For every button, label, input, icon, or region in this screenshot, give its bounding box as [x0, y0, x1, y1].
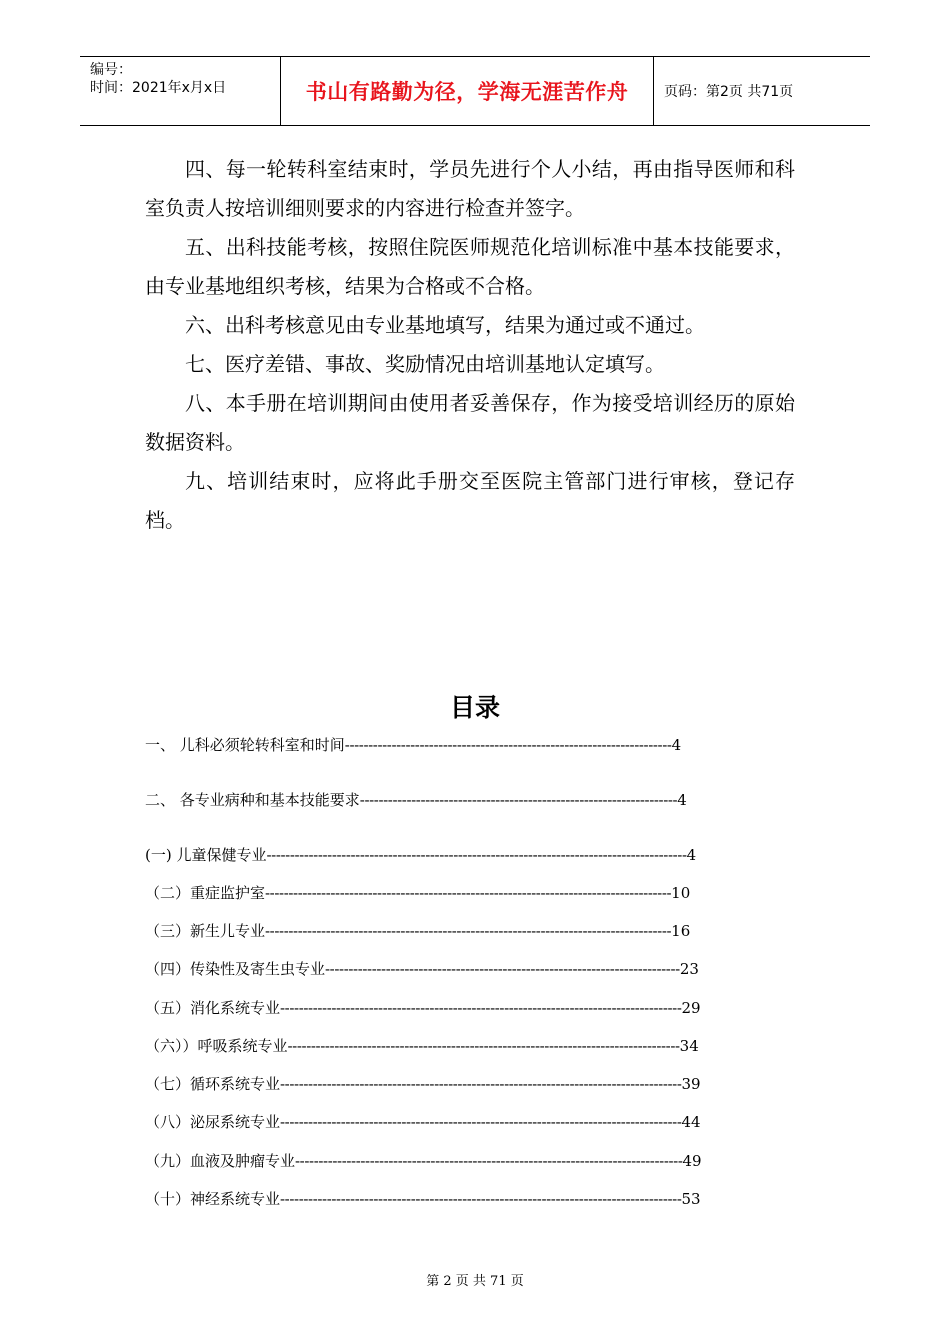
paragraph: 六、出科考核意见由专业基地填写，结果为通过或不通过。: [185, 313, 705, 337]
toc-leader: ------------------------------------------------------------------------------------: [287, 1037, 680, 1055]
toc-entry-label: （二）重症监护室: [145, 884, 266, 902]
toc-entry-page: 34: [679, 1037, 699, 1055]
toc-entry-label: (一) 儿童保健专业: [145, 846, 267, 864]
toc-entry-page: 10: [671, 884, 691, 902]
toc-entry[interactable]: [145, 921, 693, 941]
toc-entry-label: （五）消化系统专业: [145, 999, 281, 1017]
toc-entry[interactable]: [145, 1074, 705, 1094]
paragraph: 四、每一轮转科室结束时，学员先进行个人小结，再由指导医师和科室负责人按培训细则要求的内容进行检查并签字。: [145, 157, 795, 220]
toc-entry-page: 4: [671, 736, 682, 754]
toc-entry-page: 44: [681, 1113, 701, 1131]
toc-entry[interactable]: [145, 845, 700, 865]
toc-entry-label: （九）血液及肿瘤专业: [145, 1152, 296, 1170]
toc-entry-page: 39: [681, 1075, 701, 1093]
toc-entry[interactable]: [145, 1151, 705, 1171]
toc-entry[interactable]: [145, 998, 705, 1018]
header-page-info: 页码：第2页 共71页: [664, 84, 794, 100]
toc-entry-page: 49: [682, 1152, 702, 1170]
paragraph: 八、本手册在培训期间由使用者妥善保存，作为接受培训经历的原始数据资料。: [145, 391, 795, 454]
toc-entry-label: 二、 各专业病种和基本技能要求: [145, 791, 360, 809]
toc-entry-page: 23: [679, 960, 699, 978]
toc-entry-page: 53: [681, 1190, 701, 1208]
toc-leader: ----------------------------------------------------------------------------: [325, 960, 680, 978]
toc-entry[interactable]: [145, 1189, 705, 1209]
paragraph: 七、医疗差错、事故、奖励情况由培训基地认定填写。: [185, 352, 665, 376]
toc-entry-label: （七）循环系统专业: [145, 1075, 281, 1093]
toc-entry[interactable]: [145, 1036, 705, 1056]
toc-leader: --------------------------------------------------------------------------------------: [280, 1075, 682, 1093]
toc-entry[interactable]: [145, 1112, 705, 1132]
toc-leader: --------------------------------------------------------------------------------------: [280, 999, 682, 1017]
toc-entry-page: 29: [681, 999, 701, 1017]
paragraph: 五、出科技能考核，按照住院医师规范化培训标准中基本技能要求，由专业基地组织考核，结果为合格或不合格。: [145, 235, 795, 298]
toc-entry[interactable]: [145, 735, 685, 755]
page-header: [80, 56, 870, 126]
toc-leader: --------------------------------------------------------------------------------------: [280, 1190, 682, 1208]
toc-entry-page: 4: [677, 791, 687, 809]
page-footer: 第 2 页 共 71 页: [426, 1274, 524, 1289]
toc-leader: --------------------------------------------------------------------------------------: [280, 1113, 682, 1131]
toc-entry-label: （十）神经系统专业: [145, 1190, 281, 1208]
toc-entry[interactable]: [145, 959, 705, 979]
toc-entry-page: 16: [671, 922, 691, 940]
toc-leader: ----------------------------------------------------------------------: [344, 736, 672, 754]
header-meta-cell: [80, 57, 281, 125]
toc-entry-label: （三）新生儿专业: [145, 922, 266, 940]
toc-leader: -----------------------------------------------------------------------------------: [295, 1152, 683, 1170]
document-number-label: 编号：: [90, 62, 132, 78]
header-motto: 书山有路勤为径，学海无涯苦作舟: [281, 57, 654, 125]
toc-entry-label: （八）泌尿系统专业: [145, 1113, 281, 1131]
instructions-text: [145, 150, 795, 540]
toc-leader: ------------------------------------------------------------------------------------------: [266, 846, 687, 864]
toc-entry[interactable]: [145, 790, 690, 810]
toc-leader: ---------------------------------------------------------------------------------------: [265, 922, 672, 940]
toc-entry-label: （六））呼吸系统专业: [145, 1037, 288, 1055]
toc-entry[interactable]: [145, 883, 693, 903]
paragraph: 九、培训结束时，应将此手册交至医院主管部门进行审核，登记存档。: [145, 469, 795, 532]
toc-leader: --------------------------------------------------------------------: [359, 791, 678, 809]
toc-leader: ---------------------------------------------------------------------------------------: [265, 884, 672, 902]
toc-entry-label: （四）传染性及寄生虫专业: [145, 960, 326, 978]
document-time-label: 时间：2021年x月x日: [90, 80, 227, 96]
toc-title: 目录: [449, 693, 500, 722]
toc-entry-page: 4: [686, 846, 697, 864]
toc-entry-label: 一、 儿科必须轮转科室和时间: [145, 736, 345, 754]
